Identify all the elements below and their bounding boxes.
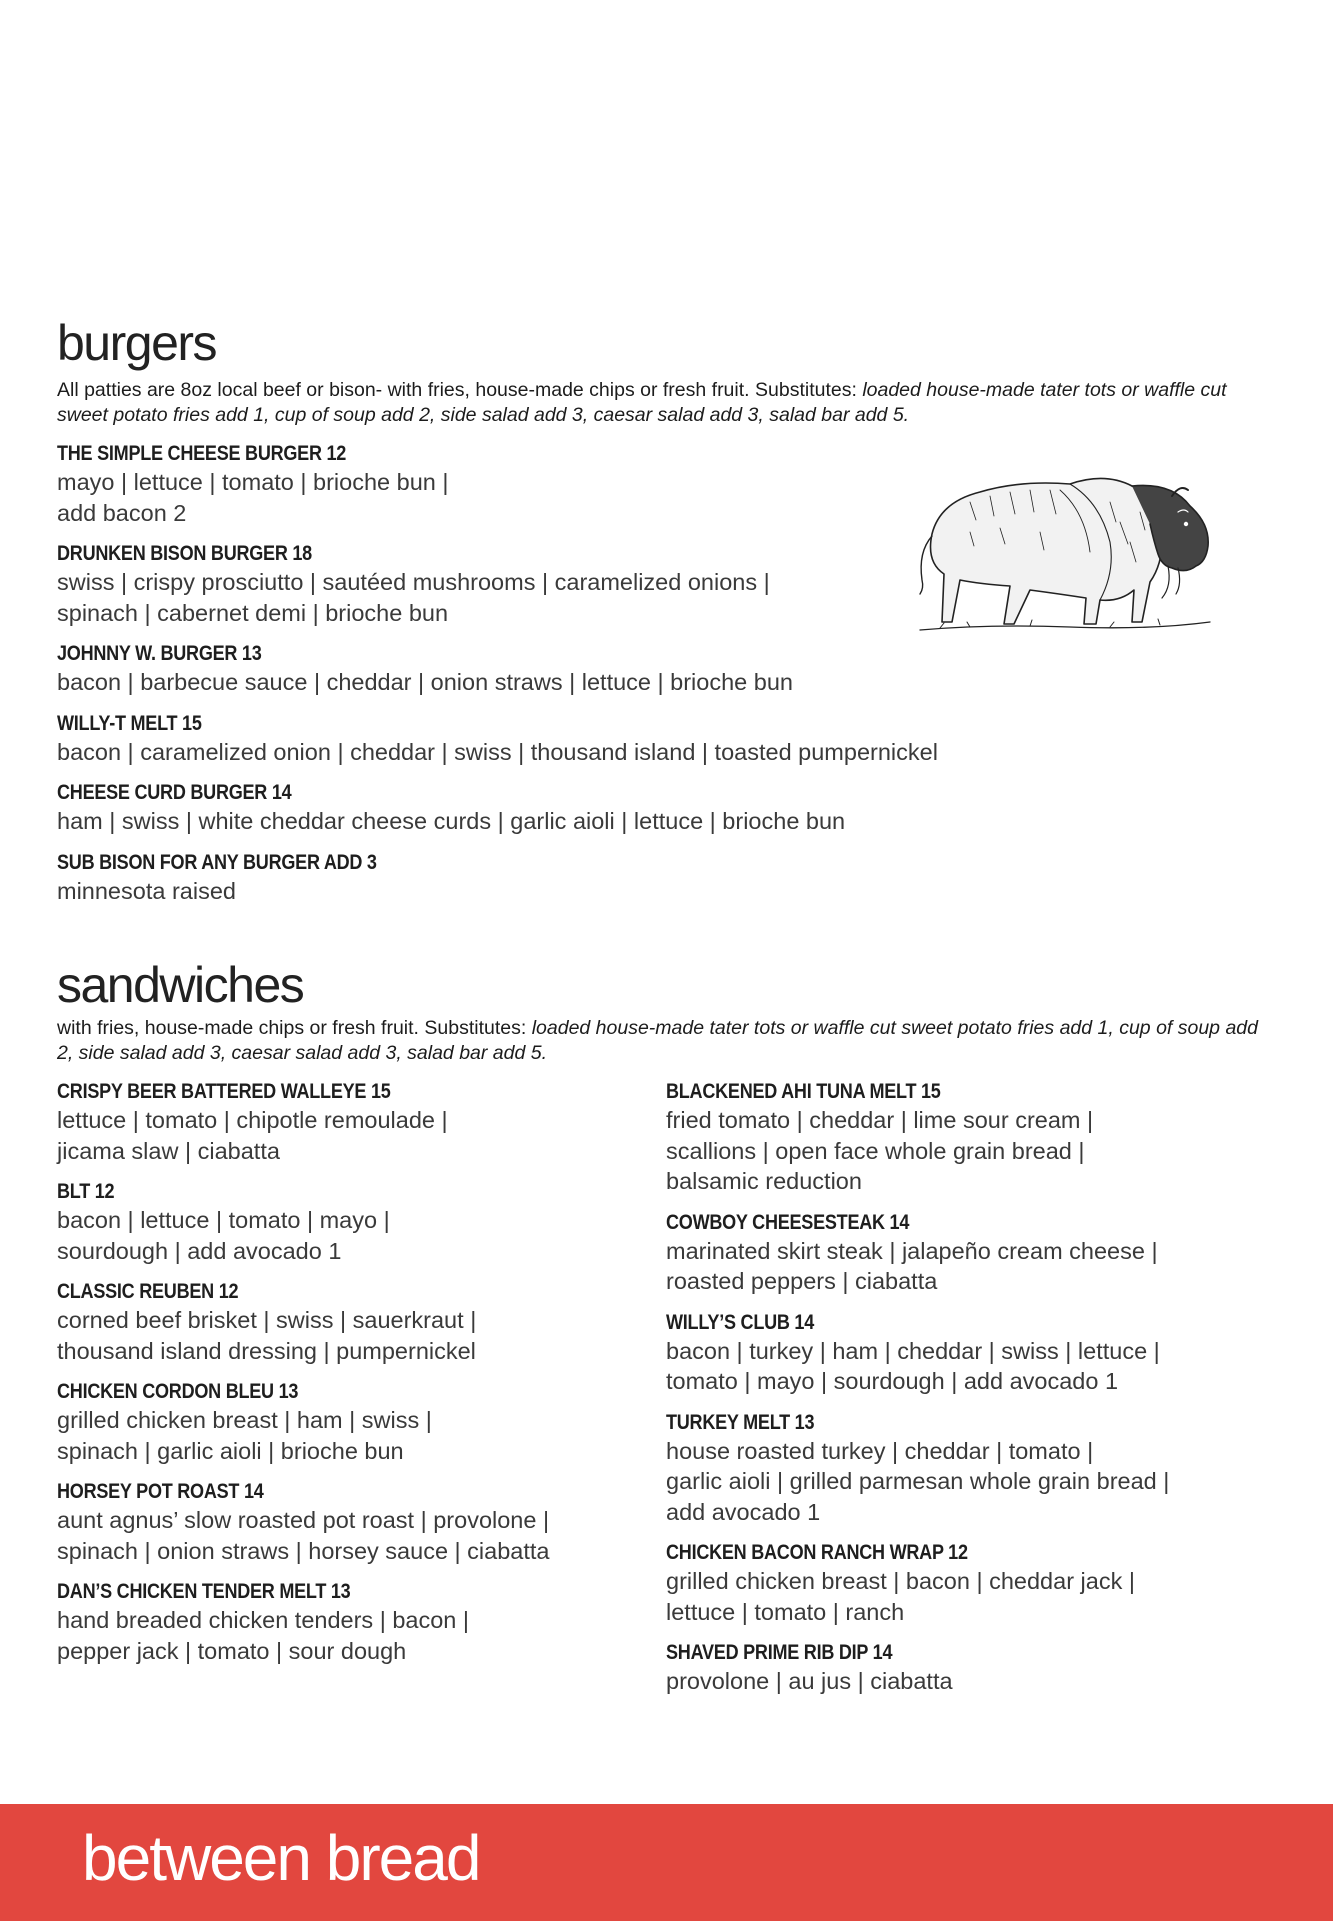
menu-item-name: COWBOY CHEESESTEAK 14 [666,1210,910,1234]
menu-item [666,1410,1277,1528]
menu-item-description: tomato | mayo | sourdough | add avocado 1 [666,1368,1119,1394]
sandwiches-intro-italic: loaded house-made tater tots or waffle cut sweet potato fries add 1, cup of soup add 2, side salad add 3, caesar salad add 3, salad bar add 5. [57,1017,1258,1064]
menu-item-description: swiss | crispy prosciutto | sautéed mushrooms | caramelized onions | [57,569,770,595]
menu-item-description: provolone | au jus | ciabatta [666,1668,953,1694]
burgers-intro-italic: loaded house-made tater tots or waffle cut sweet potato fries add 1, cup of soup add 2, side salad add 3, caesar salad add 3, salad bar add 5. [57,379,1227,426]
menu-item-description: garlic aioli | grilled parmesan whole grain bread | [666,1468,1170,1494]
menu-item-description: grilled chicken breast | bacon | cheddar jack | [666,1568,1135,1594]
footer-banner [0,1804,1333,1921]
menu-item-name: CRISPY BEER BATTERED WALLEYE 15 [57,1080,391,1103]
menu-item [57,850,1277,907]
menu-item-name: BLACKENED AHI TUNA MELT 15 [666,1080,941,1103]
menu-item-name: WILLY-T MELT 15 [57,711,202,735]
menu-item [666,1540,1277,1627]
menu-item-description: jicama slaw | ciabatta [57,1137,280,1164]
menu-item-name: BLT 12 [57,1180,115,1203]
menu-item-name: WILLY’S CLUB 14 [666,1310,815,1334]
menu-item-description: spinach | garlic aioli | brioche bun [57,1437,404,1464]
menu-item [57,1579,647,1666]
burgers-title: burgers [57,315,217,371]
sandwiches-right-column [666,1066,1277,1697]
menu-item-description: hand breaded chicken tenders | bacon | [57,1607,469,1633]
menu-item [57,1179,647,1266]
sandwiches-intro-plain: with fries, house-made chips or fresh fruit. Substitutes: [57,1017,532,1039]
menu-item-name: SUB BISON FOR ANY BURGER ADD 3 [57,850,377,874]
menu-item-description: grilled chicken breast | ham | swiss | [57,1407,432,1433]
menu-item-name: CHEESE CURD BURGER 14 [57,781,292,804]
menu-item-description: spinach | onion straws | horsey sauce | ciabatta [57,1537,550,1564]
menu-item [57,1379,647,1466]
menu-item [57,641,1277,698]
menu-item [57,1279,647,1366]
sandwiches-intro [57,1016,1277,1066]
menu-item-description: scallions | open face whole grain bread | [666,1137,1085,1164]
bison-icon [910,462,1230,637]
menu-item-name: DRUNKEN BISON BURGER 18 [57,542,312,565]
menu-item-name: HORSEY POT ROAST 14 [57,1480,264,1503]
menu-item-name: DAN’S CHICKEN TENDER MELT 13 [57,1580,351,1603]
menu-item-description: bacon | lettuce | tomato | mayo | [57,1207,390,1233]
menu-item-description: corned beef brisket | swiss | sauerkraut | [57,1307,477,1333]
menu-item-description: add bacon 2 [57,499,187,526]
menu-item-description: pepper jack | tomato | sour dough [57,1637,407,1664]
menu-item-description: mayo | lettuce | tomato | brioche bun | [57,469,449,495]
menu-item-name: SHAVED PRIME RIB DIP 14 [666,1641,893,1664]
sandwiches-section [57,957,1277,1694]
sandwiches-left-column [57,1066,647,1666]
menu-item [57,780,1277,837]
menu-item [666,1640,1277,1697]
menu-item-name: CHICKEN CORDON BLEU 13 [57,1380,299,1403]
menu-item-description: lettuce | tomato | ranch [666,1598,905,1625]
menu-item-description: fried tomato | cheddar | lime sour cream | [666,1107,1094,1133]
menu-item-description: add avocado 1 [666,1498,821,1525]
menu-item-description: bacon | turkey | ham | cheddar | swiss | lettuce | [666,1337,1160,1364]
menu-item-name: TURKEY MELT 13 [666,1410,815,1434]
menu-item-description: roasted peppers | ciabatta [666,1268,938,1294]
menu-item [57,711,1277,768]
menu-item [666,1210,1277,1297]
menu-item-description: aunt agnus’ slow roasted pot roast | provolone | [57,1507,550,1533]
menu-item-name: JOHNNY W. BURGER 13 [57,642,262,665]
menu-item-name: CLASSIC REUBEN 12 [57,1280,239,1303]
menu-item-description: lettuce | tomato | chipotle remoulade | [57,1107,448,1133]
menu-item-name: CHICKEN BACON RANCH WRAP 12 [666,1541,968,1564]
menu-item-name: THE SIMPLE CHEESE BURGER 12 [57,442,347,465]
menu-item-description: marinated skirt steak | jalapeño cream cheese | [666,1237,1158,1264]
menu-item [666,1310,1277,1397]
menu-item [666,1079,1277,1197]
menu-item-description: bacon | caramelized onion | cheddar | swiss | thousand island | toasted pumpernickel [57,738,938,765]
menu-item-description: thousand island dressing | pumpernickel [57,1337,476,1364]
menu-item [57,1479,647,1566]
menu-item [57,1079,647,1166]
footer-title: between bread [82,1822,480,1894]
menu-item-description: ham | swiss | white cheddar cheese curds | garlic aioli | lettuce | brioche bun [57,808,846,834]
menu-item-description: minnesota raised [57,877,236,904]
sandwiches-title: sandwiches [57,957,304,1013]
menu-item-description: house roasted turkey | cheddar | tomato | [666,1437,1094,1464]
menu-item-description: spinach | cabernet demi | brioche bun [57,599,449,626]
menu-item-description: balsamic reduction [666,1168,862,1194]
menu-item-description: sourdough | add avocado 1 [57,1237,342,1264]
menu-item-description: bacon | barbecue sauce | cheddar | onion straws | lettuce | brioche bun [57,669,793,695]
burgers-intro [57,378,1277,428]
burgers-intro-plain: All patties are 8oz local beef or bison- with fries, house-made chips or fresh fruit. Substitutes: [57,379,863,401]
